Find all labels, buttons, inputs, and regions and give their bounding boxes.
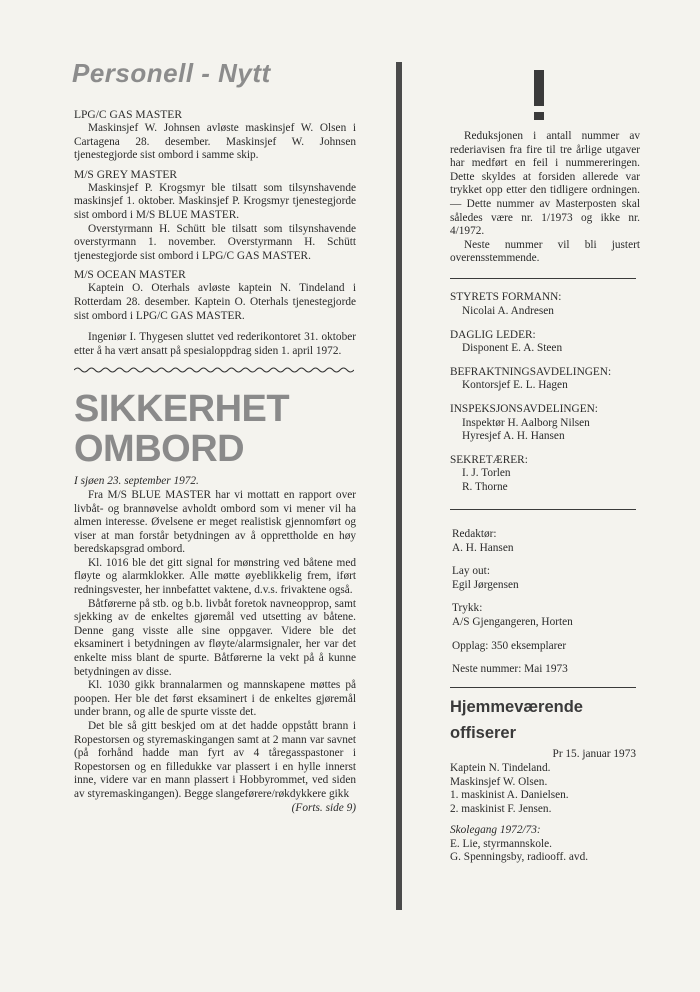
staff-line: R. Thorne bbox=[462, 480, 508, 493]
colophon-heading: Redaktør: bbox=[452, 528, 497, 541]
colophon-line: A. H. Hansen bbox=[452, 541, 514, 554]
section-paragraph: Maskinsjef P. Krogsmyr ble tilsatt som tilsynshavende maskinsjef 1. oktober. Maskinsjef P. Krogsmyr tjenestegjorde sist ombord i M/S BLUE MASTER. bbox=[74, 181, 356, 221]
personell-section bbox=[74, 269, 356, 358]
staff-entry bbox=[450, 403, 640, 444]
horizontal-rule bbox=[450, 509, 636, 511]
staff-line: Disponent E. A. Steen bbox=[462, 342, 563, 355]
section-heading: LPG/C GAS MASTER bbox=[74, 109, 182, 121]
colophon-heading: Trykk: bbox=[452, 602, 483, 615]
article-paragraph: Båtførerne på stb. og b.b. livbåt foretok navneopprop, samt sjekking av de enkeltes gjøremål ved utsetting av båtene. Denne gang visste alle sine oppgaver. Videre ble det eksaminert i betydningen av fløyte/alarmsignaler, her var det enkelte miss blant de spurte. Båtførerne la vekt på å kunne betydningen av disse. bbox=[74, 597, 356, 678]
colophon-entry bbox=[450, 565, 640, 592]
colophon-line: Opplag: 350 eksemplarer bbox=[452, 639, 567, 652]
horizontal-rule bbox=[450, 687, 636, 689]
hjemme-title bbox=[450, 694, 640, 746]
colophon-entry bbox=[450, 528, 640, 555]
sikkerhet-title-line1: SIKKERHET bbox=[74, 388, 290, 431]
school-heading: Skolegang 1972/73: bbox=[450, 824, 541, 837]
right-column bbox=[450, 70, 640, 865]
colophon-line: A/S Gjengangeren, Horten bbox=[452, 616, 573, 629]
article-paragraph: Kl. 1030 gikk brannalarmen og mannskapene møttes på poopen. Her ble det først eksaminert i de enkeltes gjøremål under brann, og alle de spurte visste det. bbox=[74, 679, 356, 719]
staff-entry bbox=[450, 366, 640, 393]
hjemme-line: Kaptein N. Tindeland. bbox=[450, 761, 551, 774]
section-paragraph: Ingeniør I. Thygesen sluttet ved rederikontoret 31. oktober etter å ha vært ansatt på spesialoppdrag siden 1. april 1972. bbox=[74, 331, 356, 357]
personell-title: Personell - Nytt bbox=[72, 58, 271, 88]
hjemme-title-line1: Hjemmeværende bbox=[450, 698, 583, 717]
section-paragraph: Maskinsjef W. Johnsen avløste maskinsjef W. Olsen i Cartagena 28. desember. Maskinsjef W. Johnsen tjenestegjorde sist ombord i samme skip. bbox=[74, 122, 356, 162]
horizontal-rule bbox=[450, 278, 636, 280]
hjemme-title-line2: offiserer bbox=[450, 724, 517, 743]
staff-line: Hyresjef A. H. Hansen bbox=[462, 430, 565, 443]
staff-heading: DAGLIG LEDER: bbox=[450, 328, 536, 341]
colophon-line: Egil Jørgensen bbox=[452, 578, 519, 591]
staff-entry bbox=[450, 454, 640, 495]
exclamation-icon bbox=[534, 70, 544, 120]
staff-heading: STYRETS FORMANN: bbox=[450, 291, 562, 304]
staff-line: Kontorsjef E. L. Hagen bbox=[462, 379, 568, 392]
left-column bbox=[74, 58, 356, 814]
staff-heading: SEKRETÆRER: bbox=[450, 453, 528, 466]
section-paragraph: Kaptein O. Oterhals avløste kaptein N. Tindeland i Rotterdam 28. desember. Kaptein O. Oterhals tjenestegjorde sist ombord i LPG/C GAS MASTER. bbox=[74, 282, 356, 322]
section-heading: M/S OCEAN MASTER bbox=[74, 269, 186, 282]
hjemme-line: 2. maskinist F. Jensen. bbox=[450, 802, 552, 815]
continued-note: (Forts. side 9) bbox=[291, 801, 356, 814]
staff-line: Nicolai A. Andresen bbox=[462, 305, 554, 318]
dateline: I sjøen 23. september 1972. bbox=[74, 475, 199, 488]
article-paragraph: Det ble så gitt beskjed om at det hadde oppstått brann i Ropestorsen og styremaskingangen samt at 2 mann var savnet (på forhånd hadde man fyrt av 4 tåregasspastoner i Ropestorsen og en filledukke var plassert i en hylle innerst inne, videre var en mann plassert i Hobbyrommet, ved siden av styremaskingangen). Begge slangeførere/røkdykkere gikk bbox=[74, 720, 356, 800]
staff-line: Inspektør H. Aalborg Nilsen bbox=[462, 416, 590, 429]
staff-heading: INSPEKSJONSAVDELINGEN: bbox=[450, 403, 598, 415]
hjemme-date: Pr 15. januar 1973 bbox=[552, 748, 636, 761]
colophon-entry bbox=[450, 663, 640, 677]
staff-entry bbox=[450, 329, 640, 356]
school-line: G. Spenningsby, radiooff. avd. bbox=[450, 851, 589, 864]
notice-paragraph: Neste nummer vil bli justert overensstemmende. bbox=[450, 238, 640, 265]
sikkerhet-title bbox=[74, 389, 356, 469]
staff-line: I. J. Torlen bbox=[462, 467, 511, 480]
school-line: E. Lie, styrmannskole. bbox=[450, 837, 552, 850]
colophon-line: Neste nummer: Mai 1973 bbox=[452, 663, 568, 676]
article-paragraph: Fra M/S BLUE MASTER har vi mottatt en rapport over livbåt- og brannøvelse avholdt ombord som vi mener vil ha almen interesse. Øvelsene er meget realistisk gjennomført og viser at man forstår betydningen av å opprettholde en høy beredskapsgrad ombord. bbox=[74, 488, 356, 556]
staff-heading: BEFRAKTNINGSAVDELINGEN: bbox=[450, 365, 612, 378]
personell-section bbox=[74, 169, 356, 264]
hjemme-line: 1. maskinist A. Danielsen. bbox=[450, 789, 569, 802]
staff-entry bbox=[450, 291, 640, 318]
column-divider bbox=[396, 62, 402, 910]
notice-paragraph: Reduksjonen i antall nummer av rederiavisen fra fire til tre årlige utgaver har medført en feil i nummereringen. Dette skyldes at forsiden allerede var trykket opp etter den tidligere ordningen. — Dette nummer av Masterposten skal således være nr. 1/1973 og ikke nr. 4/1972. bbox=[450, 130, 640, 238]
section-paragraph: Overstyrmann H. Schütt ble tilsatt som tilsynshavende overstyrmann 1. november. Overstyrmann H. Schütt tjenestegjorde sist ombord i LPG/C GAS MASTER. bbox=[74, 222, 356, 262]
section-heading: M/S GREY MASTER bbox=[74, 168, 178, 181]
sikkerhet-title-line2: OMBORD bbox=[74, 428, 245, 471]
colophon-entry bbox=[450, 602, 640, 629]
wavy-divider bbox=[74, 366, 354, 374]
article-paragraph: Kl. 1016 ble det gitt signal for mønstring ved båtene med fløyte og alarmklokker. Alle møtte øyeblikkelig frem, iført redningsvester, her innbefattet vaktene, d.v.s. frivaktene også. bbox=[74, 556, 356, 597]
colophon-entry bbox=[450, 640, 640, 654]
personell-section bbox=[74, 109, 356, 163]
colophon-heading: Lay out: bbox=[452, 565, 490, 578]
hjemme-line: Maskinsjef W. Olsen. bbox=[450, 775, 548, 788]
